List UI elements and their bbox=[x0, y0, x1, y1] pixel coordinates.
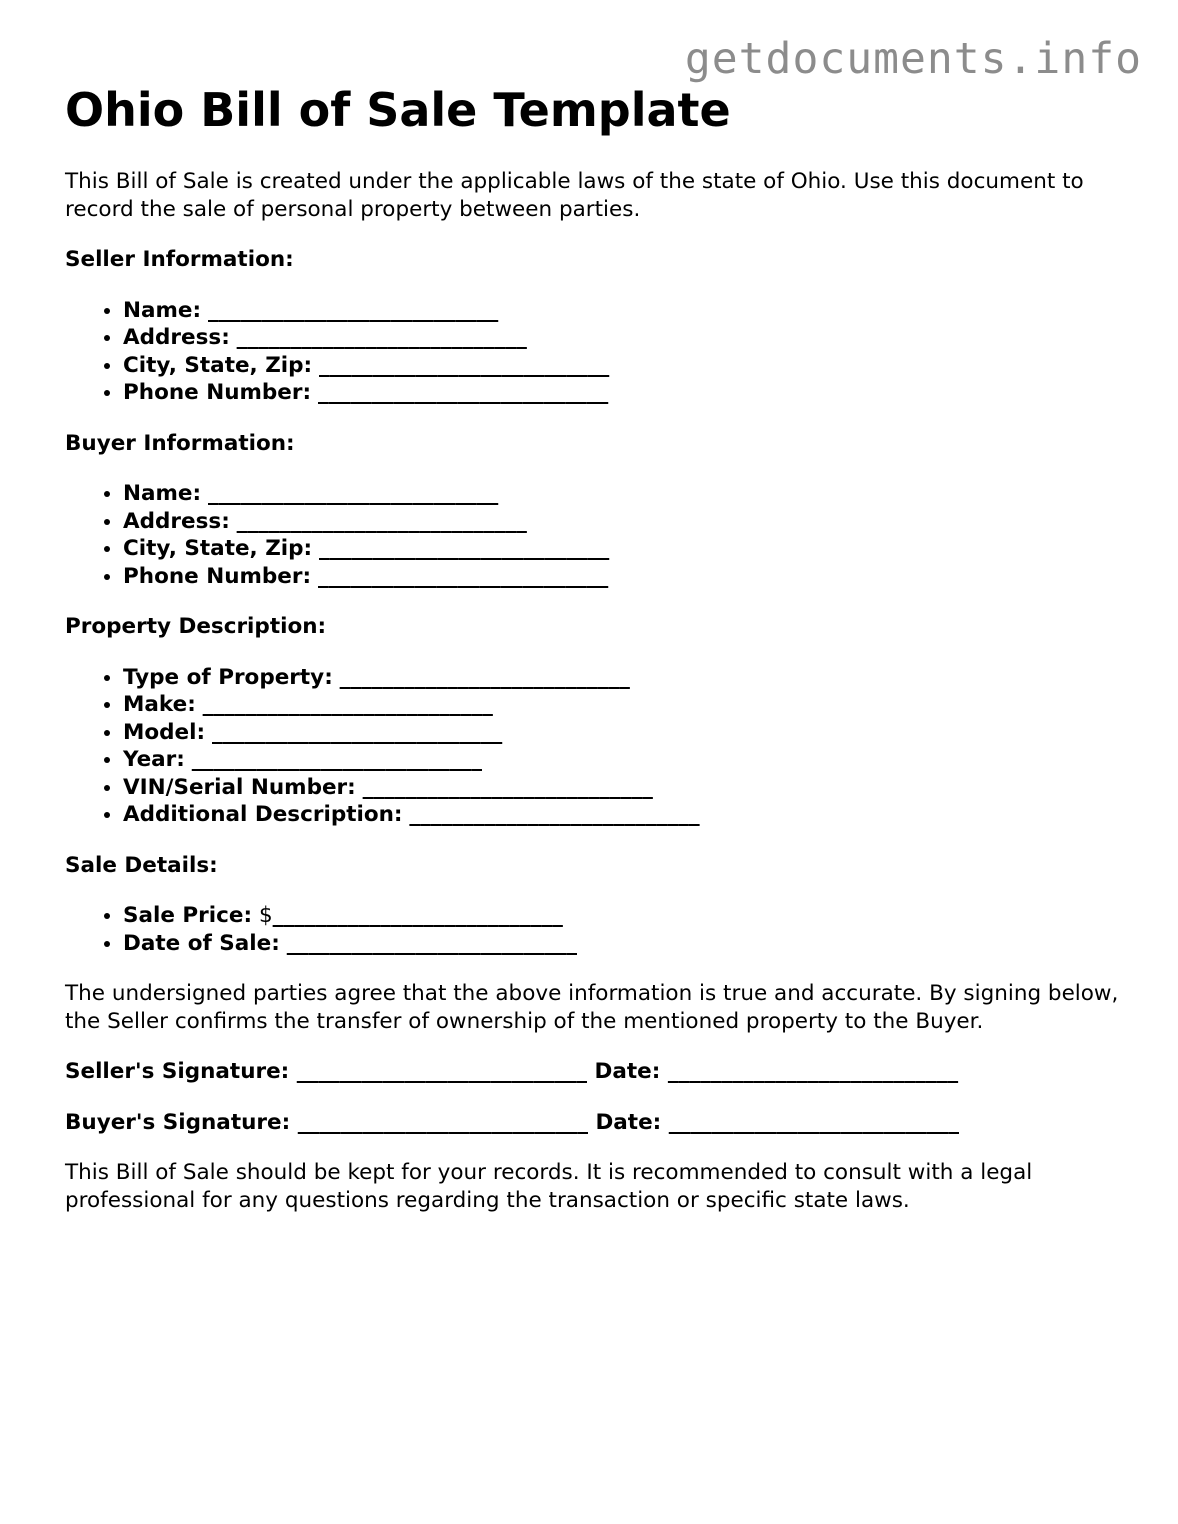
property-vin-field[interactable]: • VIN/Serial Number: ___________________________ bbox=[123, 774, 1125, 802]
buyer-address-field[interactable]: • Address: ___________________________ bbox=[123, 508, 1125, 536]
agreement-paragraph: The undersigned parties agree that the above information is true and accurate. By signing below, the Seller confirms the transfer of ownership of the mentioned property to the Buyer. bbox=[65, 981, 1119, 1034]
seller-fields-list bbox=[65, 297, 1125, 407]
property-model-field[interactable]: • Model: ___________________________ bbox=[123, 719, 1125, 747]
property-type-field[interactable]: • Type of Property: ___________________________ bbox=[123, 664, 1125, 692]
seller-name-field[interactable]: • Name: ___________________________ bbox=[123, 297, 1125, 325]
buyer-fields-list bbox=[65, 480, 1125, 590]
property-fields-list bbox=[65, 664, 1125, 829]
watermark: getdocuments.info bbox=[684, 34, 1142, 84]
sale-section-heading: Sale Details: bbox=[65, 852, 218, 878]
property-additional-description-field[interactable]: • Additional Description: ___________________________ bbox=[123, 801, 1125, 829]
document-title: Ohio Bill of Sale Template bbox=[65, 83, 731, 137]
property-make-field[interactable]: • Make: ___________________________ bbox=[123, 691, 1125, 719]
buyer-section-heading: Buyer Information: bbox=[65, 430, 295, 456]
seller-date-label: Date: bbox=[594, 1059, 661, 1084]
seller-signature-line[interactable] bbox=[65, 1058, 1125, 1086]
buyer-phone-field[interactable]: • Phone Number: ___________________________ bbox=[123, 563, 1125, 591]
sale-fields-list bbox=[65, 902, 1125, 957]
buyer-signature-line[interactable] bbox=[65, 1109, 1125, 1137]
buyer-date-label: Date: bbox=[595, 1109, 662, 1135]
seller-section-heading: Seller Information: bbox=[65, 247, 294, 272]
seller-date-blank: ___________________________ bbox=[667, 1059, 959, 1084]
document-page bbox=[65, 82, 1125, 1214]
buyer-signature-blank: ___________________________ bbox=[297, 1109, 588, 1135]
seller-phone-field[interactable]: • Phone Number: ___________________________ bbox=[123, 379, 1125, 407]
buyer-name-field[interactable]: • Name: ___________________________ bbox=[123, 480, 1125, 508]
seller-address-field[interactable]: • Address: ___________________________ bbox=[123, 324, 1125, 352]
property-year-field[interactable]: • Year: ___________________________ bbox=[123, 746, 1125, 774]
buyer-signature-label: Buyer's Signature: bbox=[65, 1109, 291, 1135]
closing-paragraph: This Bill of Sale should be kept for your records. It is recommended to consult with a legal professional for any questions regarding the transaction or specific state laws. bbox=[65, 1160, 1033, 1213]
buyer-date-blank: ___________________________ bbox=[668, 1109, 959, 1135]
property-section-heading: Property Description: bbox=[65, 614, 327, 639]
buyer-city-state-zip-field[interactable]: • City, State, Zip: ___________________________ bbox=[123, 535, 1125, 563]
sale-date-field[interactable]: • Date of Sale: ___________________________ bbox=[123, 930, 1125, 958]
sale-price-field[interactable]: • Sale Price: $___________________________ bbox=[123, 902, 1125, 930]
seller-city-state-zip-field[interactable]: • City, State, Zip: ___________________________ bbox=[123, 352, 1125, 380]
seller-signature-blank: ___________________________ bbox=[296, 1059, 588, 1084]
intro-paragraph: This Bill of Sale is created under the applicable laws of the state of Ohio. Use this document to record the sale of personal property between parties. bbox=[65, 169, 1084, 222]
seller-signature-label: Seller's Signature: bbox=[65, 1059, 290, 1084]
